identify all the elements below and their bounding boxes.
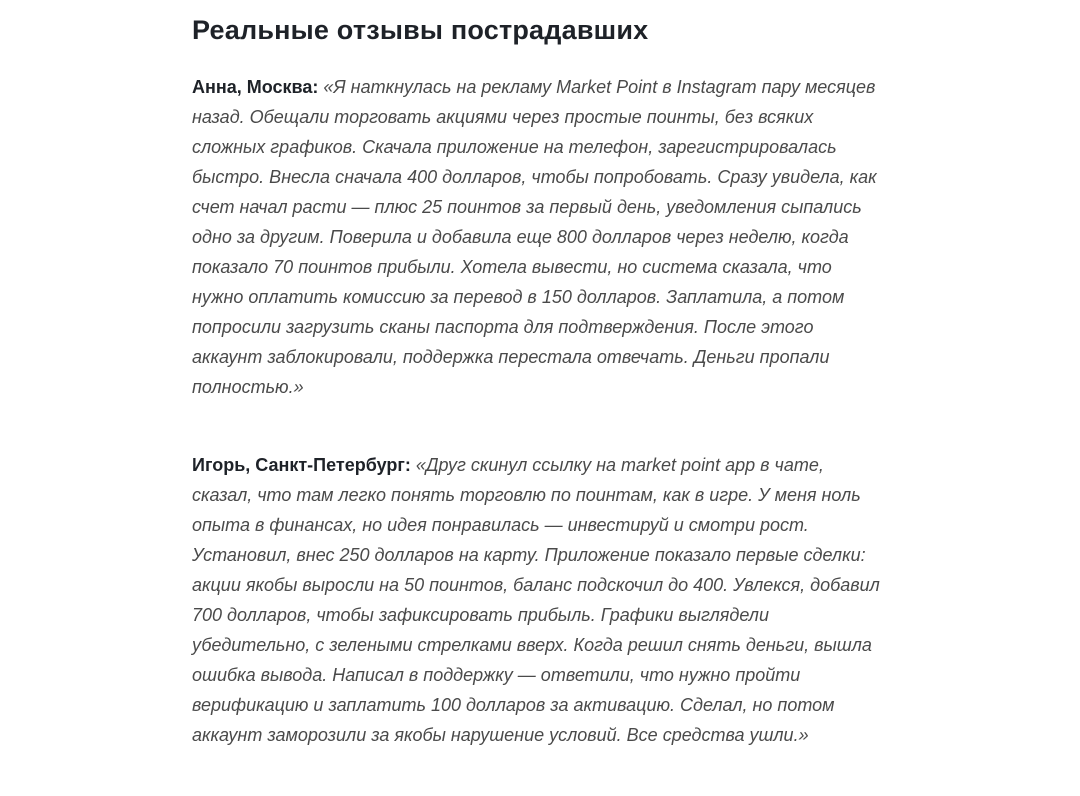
review-igor	[192, 450, 884, 750]
page-title: Реальные отзывы пострадавших	[192, 15, 649, 45]
review-anna	[192, 72, 884, 402]
review-quote: «Друг скинул ссылку на market point app в чате, сказал, что там легко понять торговлю по поинтам, как в игре. У меня ноль опыта в финансах, но идея понравилась — инвестируй и смотри рост. Установил, внес 250 долларов на карту. Приложение показало первые сделки: акции якобы выросли на 50 поинтов, баланс подскочил до 400. Увлекся, добавил 700 долларов, чтобы зафиксировать прибыль. Графики выглядели убедительно, с зелеными стрелками вверх. Когда решил снять деньги, вышла ошибка вывода. Написал в поддержку — ответили, что нужно пройти верификацию и заплатить 100 долларов за активацию. Сделал, но потом аккаунт заморозили за якобы нарушение условий. Все средства ушли.»	[192, 455, 880, 746]
content-column	[192, 14, 884, 750]
review-quote: «Я наткнулась на рекламу Market Point в Instagram пару месяцев назад. Обещали торговать акциями через простые поинты, без всяких сложных графиков. Скачала приложение на телефон, зарегистрировалась быстро. Внесла сначала 400 долларов, чтобы попробовать. Сразу увидела, как счет начал расти — плюс 25 поинтов за первый день, уведомления сыпались одно за другим. Поверила и добавила еще 800 долларов через неделю, когда показало 70 поинтов прибыли. Хотела вывести, но система сказала, что нужно оплатить комиссию за перевод в 150 долларов. Заплатила, а потом попросили загрузить сканы паспорта для подтверждения. После этого аккаунт заблокировали, поддержка перестала отвечать. Деньги пропали полностью.»	[192, 77, 877, 398]
review-author: Анна, Москва:	[192, 77, 319, 98]
review-author: Игорь, Санкт-Петербург:	[192, 455, 411, 476]
